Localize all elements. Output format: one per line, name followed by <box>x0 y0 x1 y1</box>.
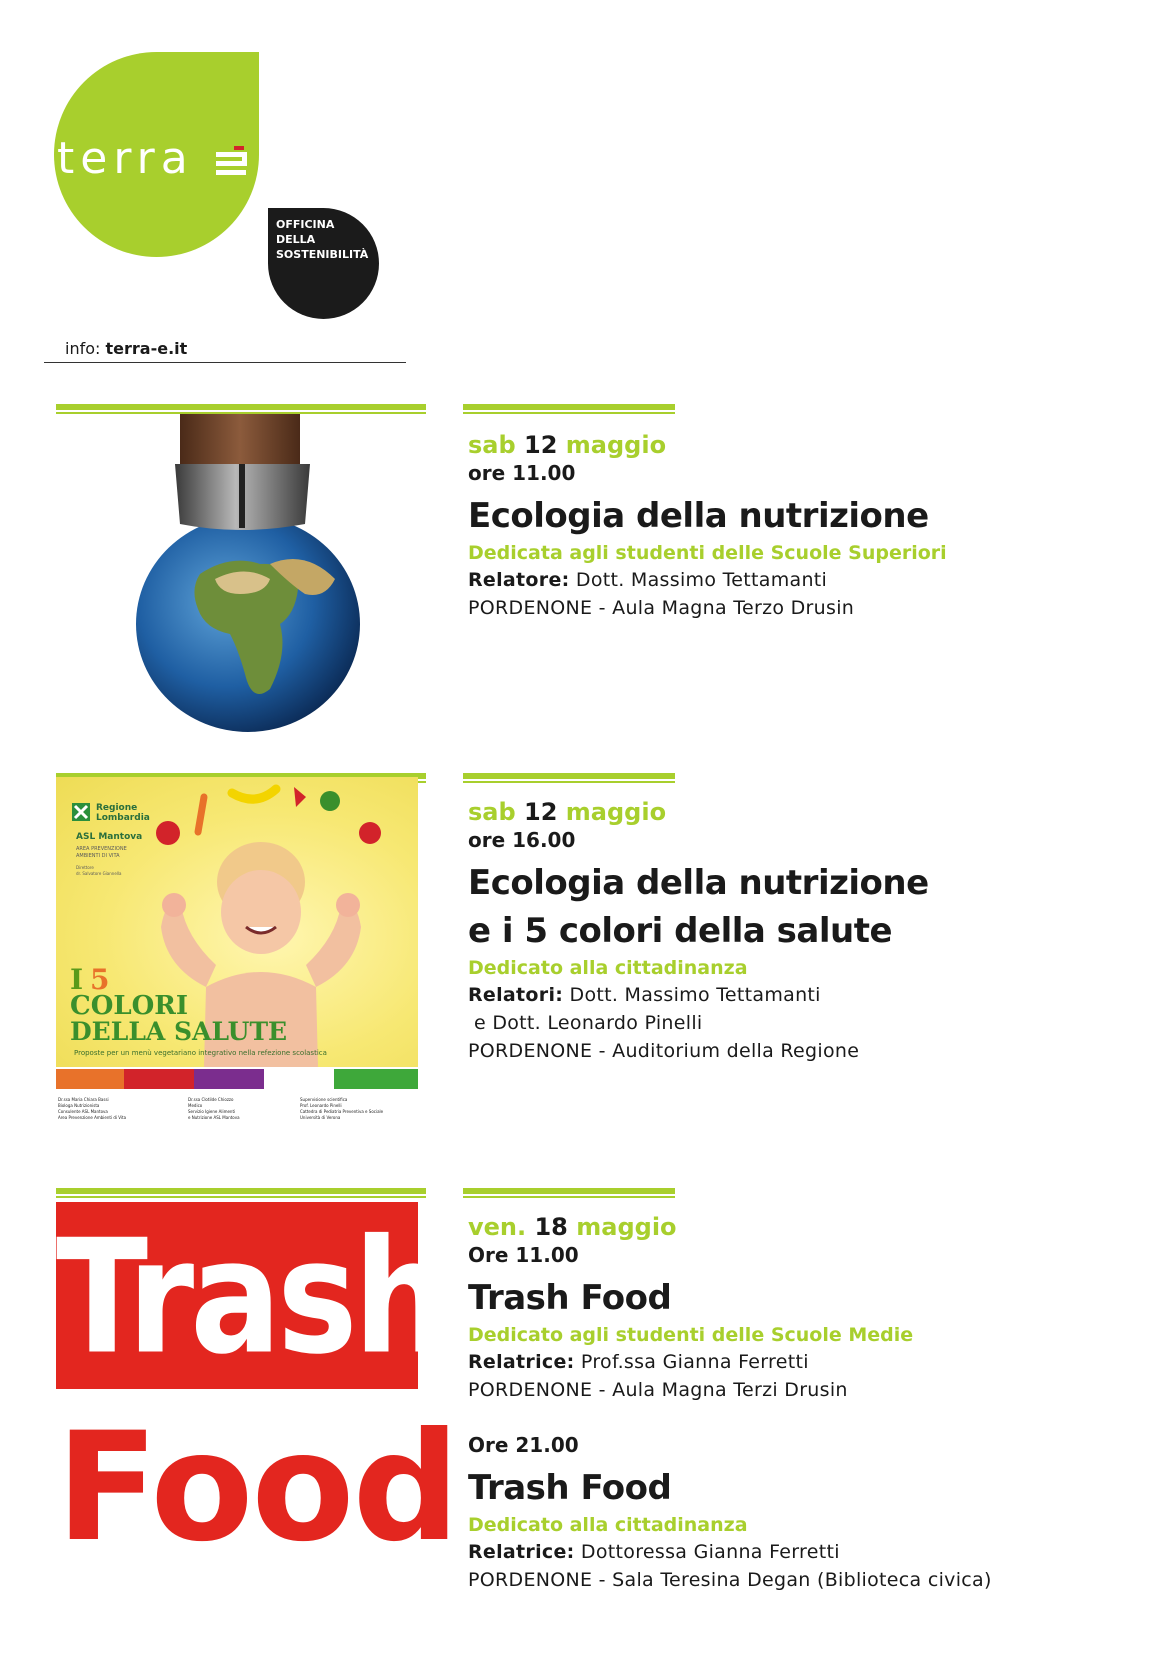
green-rule <box>463 1188 675 1198</box>
poster-title-della-salute: DELLA SALUTE <box>70 1017 288 1046</box>
event-second-venue: PORDENONE - Sala Teresina Degan (Biblioteca civica) <box>468 1569 992 1591</box>
credit-2: Dr.ssa Clotilde Chiozzo Medico Servizio Igiene Alimenti e Nutrizione ASL Mantova <box>188 1097 240 1120</box>
event-day-number: 18 <box>534 1213 568 1241</box>
event-card <box>468 430 1148 622</box>
logo-tagline: OFFICINA DELLA SOSTENIBILITÀ <box>276 218 369 261</box>
speaker-name: Dottoressa Gianna Ferretti <box>580 1541 840 1563</box>
event-second-speaker <box>468 1538 1148 1566</box>
info-divider <box>44 362 406 363</box>
credit-3: Supervisione scientifica Prof. Leonardo Pinelli Cattedra di Pediatria Preventiva e Sociale Università di Verona <box>300 1097 384 1120</box>
event-speaker-second: e Dott. Leonardo Pinelli <box>474 1012 703 1034</box>
event-speaker <box>468 1348 1148 1376</box>
event-speaker <box>468 566 1148 594</box>
event-venue: PORDENONE - Aula Magna Terzo Drusin <box>468 597 855 619</box>
logo-e-icon <box>216 146 256 178</box>
speaker-name: Prof.ssa Gianna Ferretti <box>580 1351 809 1373</box>
poster-word-food: Food <box>56 1401 458 1575</box>
poster-title-5: 5 <box>90 963 110 996</box>
green-rule <box>463 773 675 783</box>
event-title: Trash Food <box>468 1278 672 1318</box>
event-month: maggio <box>565 431 667 459</box>
event-card <box>468 797 1148 1065</box>
asl-label <box>76 832 142 842</box>
speaker-label: Relatrice: <box>468 1541 575 1563</box>
event-second-dedication: Dedicato alla cittadinanza <box>468 1514 748 1536</box>
info-label: info: <box>65 339 101 358</box>
event-title-line: Ecologia della nutrizione <box>468 863 929 903</box>
green-rule <box>56 404 426 414</box>
event-dedication: Dedicato alla cittadinanza <box>468 957 748 979</box>
earth-hoof-image <box>120 414 380 732</box>
asl-city: Mantova <box>98 832 143 842</box>
event-time: ore 11.00 <box>468 461 576 485</box>
poster-artwork <box>56 777 418 1135</box>
event-venue: PORDENONE - Aula Magna Terzi Drusin <box>468 1379 848 1401</box>
green-rule <box>463 404 675 414</box>
event-venue: PORDENONE - Auditorium della Regione <box>468 1040 860 1062</box>
poster-subtitle: Proposte per un menù vegetariano integrativo nella refezione scolastica <box>74 1049 327 1057</box>
speaker-label: Relatrice: <box>468 1351 575 1373</box>
event-dedication: Dedicato agli studenti delle Scuole Medie <box>468 1324 914 1346</box>
speaker-label: Relatore: <box>468 569 570 591</box>
info-line <box>65 339 187 358</box>
speaker-label: Relatori: <box>468 984 564 1006</box>
event-day: sab <box>468 798 516 826</box>
event-month: maggio <box>576 1213 677 1241</box>
poster-word-trash: Trash <box>56 1206 446 1390</box>
poster-title-colori: COLORI <box>70 991 189 1021</box>
poster-title-i: I <box>70 963 84 996</box>
event-second-title: Trash Food <box>468 1468 672 1508</box>
event-date <box>468 1212 1148 1242</box>
credit-1: Dr.ssa Maria Chiara Bassi Biologa Nutrizionista Consulente ASL Mantova Area Prevenzione Ambienti di Vita <box>58 1097 127 1120</box>
region-name: Regione Lombardia <box>96 803 150 823</box>
event-title: Ecologia della nutrizione <box>468 496 929 536</box>
event-title <box>468 859 1148 955</box>
cinque-colori-poster <box>56 777 418 1135</box>
event-date <box>468 797 1148 827</box>
logo-wordmark: terra <box>57 133 194 184</box>
speaker-name: Dott. Massimo Tettamanti <box>569 984 821 1006</box>
event-time: ore 16.00 <box>468 828 576 852</box>
event-day-number: 12 <box>524 798 558 826</box>
info-website-link[interactable]: terra-e.it <box>105 339 188 358</box>
event-title-line: e i 5 colori della salute <box>468 911 893 951</box>
event-day-number: 12 <box>524 431 558 459</box>
event-day: sab <box>468 431 516 459</box>
director-text: Direttore dr. Salvatore Giannella <box>76 865 122 876</box>
event-time: Ore 11.00 <box>468 1243 579 1267</box>
event-speaker <box>468 981 1148 1009</box>
event-day: ven. <box>468 1213 527 1241</box>
event-month: maggio <box>565 798 667 826</box>
event-dedication: Dedicata agli studenti delle Scuole Superiori <box>468 542 947 564</box>
event-second-time: Ore 21.00 <box>468 1433 579 1457</box>
area-text: AREA PREVENZIONE AMBIENTI DI VITA <box>76 846 127 859</box>
event-date <box>468 430 1148 460</box>
asl-name: ASL <box>76 832 96 842</box>
event-card <box>468 1212 1148 1594</box>
speaker-name: Dott. Massimo Tettamanti <box>575 569 828 591</box>
